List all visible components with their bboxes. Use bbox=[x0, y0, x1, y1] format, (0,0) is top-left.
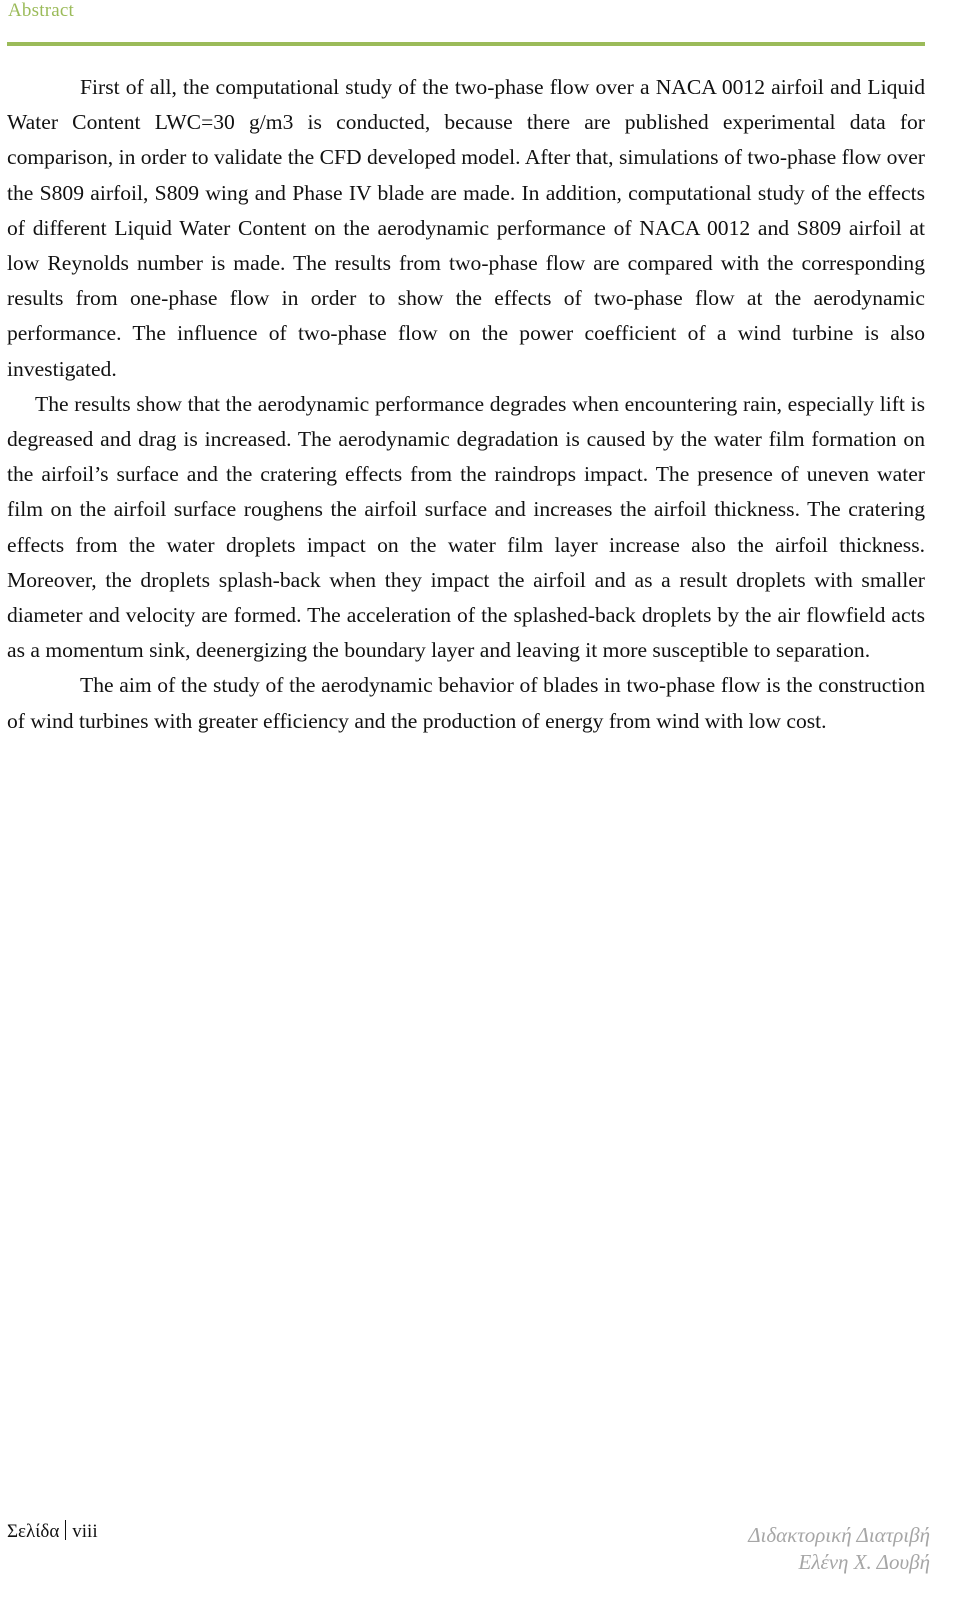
document-type: Διδακτορική Διατριβή bbox=[748, 1523, 930, 1547]
page-number: viii bbox=[72, 1521, 98, 1542]
abstract-paragraph-1: First of all, the computational study of the two-phase flow over a NACA 0012 airfoil and Liquid Water Content LWC=30 g/m3 is conducted, because there are published experimental data for comparison, in order to validate the CFD developed model. After that, simulations of two-phase flow over the S809 airfoil, S809 wing and Phase IV blade are made. In addition, computational study of the effects of different Liquid Water Content on the aerodynamic performance of NACA 0012 and S809 airfoil at low Reynolds number is made. The results from two-phase flow are compared with the corresponding results from one-phase flow in order to show the effects of two-phase flow at the aerodynamic performance. The influence of two-phase flow on the power coefficient of a wind turbine is also investigated. bbox=[7, 75, 925, 381]
header-rule bbox=[7, 42, 925, 46]
page-footer-left bbox=[7, 1520, 98, 1543]
page-footer-right bbox=[748, 1522, 930, 1576]
footer-separator bbox=[65, 1520, 66, 1540]
abstract-paragraph-2: The results show that the aerodynamic performance degrades when encountering rain, especially lift is degreased and drag is increased. The aerodynamic degradation is caused by the water film formation on the airfoil’s surface and the cratering effects from the raindrops impact. The presence of uneven water film on the airfoil surface roughens the airfoil surface and increases the airfoil thickness. The cratering effects from the water droplets impact on the water film layer increase also the airfoil thickness. Moreover, the droplets splash-back when they impact the airfoil and as a result droplets with smaller diameter and velocity are formed. The acceleration of the splashed-back droplets by the air flowfield acts as a momentum sink, deenergizing the boundary layer and leaving it more susceptible to separation. bbox=[7, 391, 925, 663]
abstract-paragraph-3: The aim of the study of the aerodynamic behavior of blades in two-phase flow is the construction of wind turbines with greater efficiency and the production of energy from wind with low cost. bbox=[7, 673, 925, 733]
running-header-title: Abstract bbox=[8, 0, 74, 21]
author-name: Ελένη Χ. Δουβή bbox=[798, 1550, 930, 1574]
abstract-body bbox=[7, 70, 925, 739]
page-label: Σελίδα bbox=[7, 1521, 60, 1542]
